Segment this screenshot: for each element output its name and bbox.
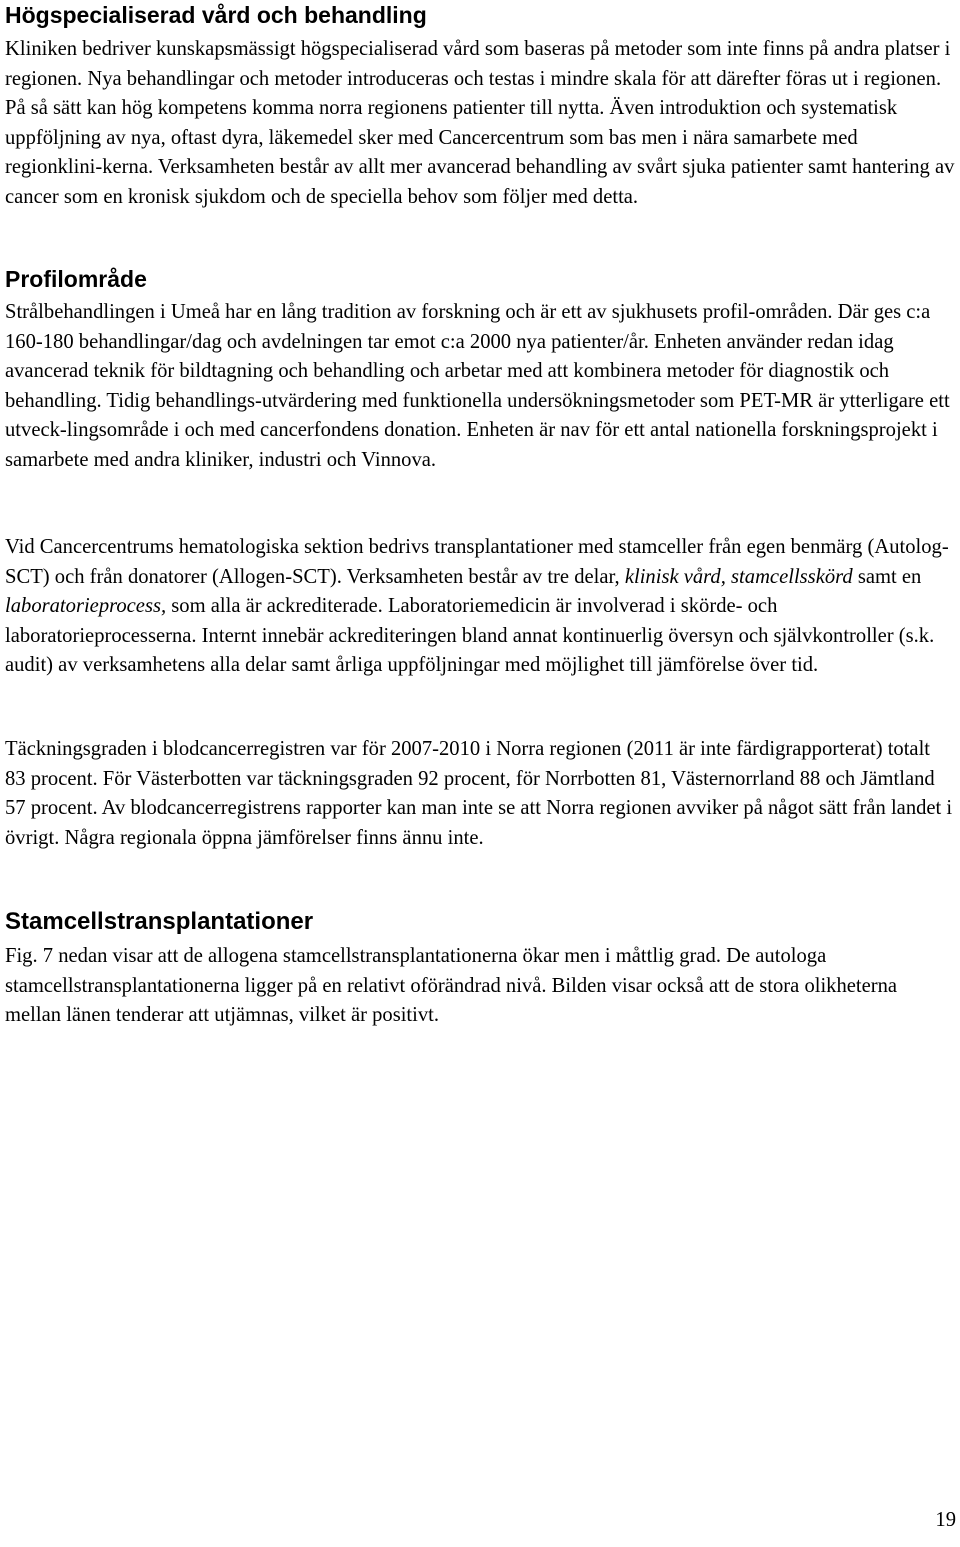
hemat-text-b: samt en (852, 565, 922, 588)
heading-stamcellstransplantationer: Stamcellstransplantationer (5, 908, 314, 935)
paragraph-hogspecialiserad: Kliniken bedriver kunskapsmässigt högspecialiserad vård som baseras på metoder som inte finns på andra platser i regionen. Nya behandlingar och metoder introduceras och testas i mindre skala för att därefter föras ut i regionen. På så sätt kan hög kompetens komma norra regionens patienter till nytta. Även introduktion och systematisk uppföljning av nya, oftast dyra, läkemedel sker med Cancercentrum som bas men i nära samarbete med regionklini-kerna. Verksamheten består av allt mer avancerad behandling av svårt sjuka patienter samt hantering av cancer som en kronisk sjukdom och de speciella behov som följer med detta. (5, 38, 955, 208)
heading-hogspecialiserad: Högspecialiserad vård och behandling (5, 2, 427, 28)
paragraph-hematologi (5, 533, 955, 681)
hemat-italic-1: klinisk vård, stamcellsskörd (624, 565, 853, 588)
page-number: 19 (935, 1509, 956, 1531)
hemat-italic-2: laboratorieprocess, (5, 595, 167, 618)
paragraph-stamcellstransplantationer: Fig. 7 nedan visar att de allogena stamcellstransplantationerna ökar men i måttlig grad. De autologa stamcellstransplantationerna ligger på en relativt oförändrad nivå. Bilden visar också att de stora olikheterna mellan länen tenderar att utjämnas, vilket är positivt. (5, 945, 898, 1027)
paragraph-tackningsgrad: Täckningsgraden i blodcancerregistren var för 2007-2010 i Norra regionen (2011 är inte färdigrapporterat) totalt 83 procent. För Västerbotten var täckningsgraden 92 procent, för Norrbotten 81, Västernorrland 88 och Jämtland 57 procent. Av blodcancerregistrens rapporter kan man inte se att Norra regionen avviker på något sätt från landet i övrigt. Några regionala öppna jämförelser finns ännu inte. (5, 738, 953, 849)
hemat-text-a: Vid Cancercentrums hematologiska sektion bedrivs transplantationer med stamceller från egen benmärg (Autolog-SCT) och från donatorer (Allogen-SCT). Verksamheten består av tre delar, (5, 536, 949, 588)
paragraph-profilomrade: Strålbehandlingen i Umeå har en lång tradition av forskning och är ett av sjukhusets profil-områden. Där ges c:a 160-180 behandlingar/dag och avdelningen tar emot c:a 2000 nya patienter/år. Enheten använder redan idag avancerad teknik för bildtagning och behandling och arbetar med att kombinera metoder för diagnostik och behandling. Tidig behandlings-utvärdering med funktionella undersökningsmetoder som PET-MR är ytterligare ett utveck-lingsområde i och med cancerfondens donation. Enheten är nav för ett antal nationella forskningsprojekt i samarbete med andra kliniker, industri och Vinnova. (5, 301, 950, 471)
heading-profilomrade: Profilområde (5, 266, 147, 292)
hemat-text-c: som alla är ackrediterade. Laboratoriemedicin är involverad i skörde- och laboratorieprocesserna. Internt innebär ackrediteringen bland annat kontinuerlig översyn och självkontroller (s.k. audit) av verksamhetens alla delar samt årliga uppföljningar med möjlighet till jämförelse över tid. (5, 595, 935, 677)
